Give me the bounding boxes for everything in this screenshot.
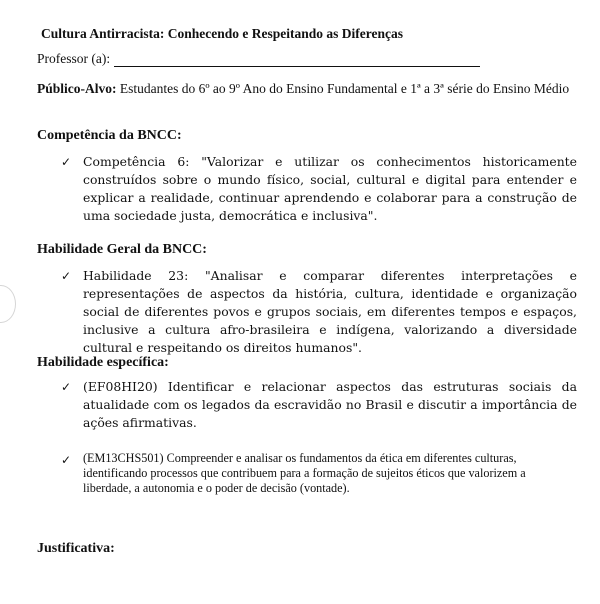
check-icon: ✓ (61, 453, 72, 467)
professor-blank-line (114, 54, 480, 67)
publico-alvo-label: Público-Alvo: (37, 81, 117, 96)
professor-field (37, 51, 480, 67)
document-title: Cultura Antirracista: Conhecendo e Respeitando as Diferenças (41, 26, 403, 41)
professor-label: Professor (a): (37, 51, 111, 66)
check-icon: ✓ (61, 380, 72, 394)
competencia-text: Competência 6: "Valorizar e utilizar os conhecimentos historicamente construídos sobre o mundo físico, social, cultural e digital para entender e explicar a realidade, continuar aprendendo e colaborar para a construção de uma sociedade justa, democrática e inclusiva". (83, 154, 577, 223)
page-edge-decoration (0, 285, 16, 323)
habilidade-geral-heading: Habilidade Geral da BNCC: (37, 242, 207, 257)
especifica-text-1: (EF08HI20) Identificar e relacionar aspectos das estruturas sociais da atualidade com os legados da escravidão no Brasil e discutir a importância de ações afirmativas. (83, 379, 577, 430)
check-icon: ✓ (61, 155, 72, 169)
habilidade-geral-text: Habilidade 23: "Analisar e comparar diferentes interpretações e representações de aspectos da história, cultura, identidade e organização social de diferentes povos e grupos sociais, em diferentes tempos e espaços, inclusive a cultura afro-brasileira e indígena, valorizando a diversidade cultural e respeitando os direitos humanos". (83, 268, 577, 355)
check-icon: ✓ (61, 269, 72, 283)
publico-alvo-paragraph (37, 81, 577, 97)
competencia-heading: Competência da BNCC: (37, 128, 182, 143)
especifica-list-item-1 (61, 378, 577, 432)
especifica-list-item-2 (61, 451, 577, 496)
justificativa-heading: Justificativa: (37, 541, 115, 556)
publico-alvo-text: Estudantes do 6º ao 9º Ano do Ensino Fundamental e 1ª a 3ª série do Ensino Médio (119, 81, 570, 96)
habilidade-especifica-heading: Habilidade específica: (37, 355, 169, 370)
habilidade-geral-list-item (61, 267, 577, 357)
especifica-text-2: (EM13CHS501) Compreender e analisar os fundamentos da ética em diferentes culturas, identificando processos que contribuem para a formação de sujeitos éticos que valorizem a liberdade, a autonomia e o poder de decisão (vontade). (83, 451, 526, 495)
competencia-list-item (61, 153, 577, 225)
